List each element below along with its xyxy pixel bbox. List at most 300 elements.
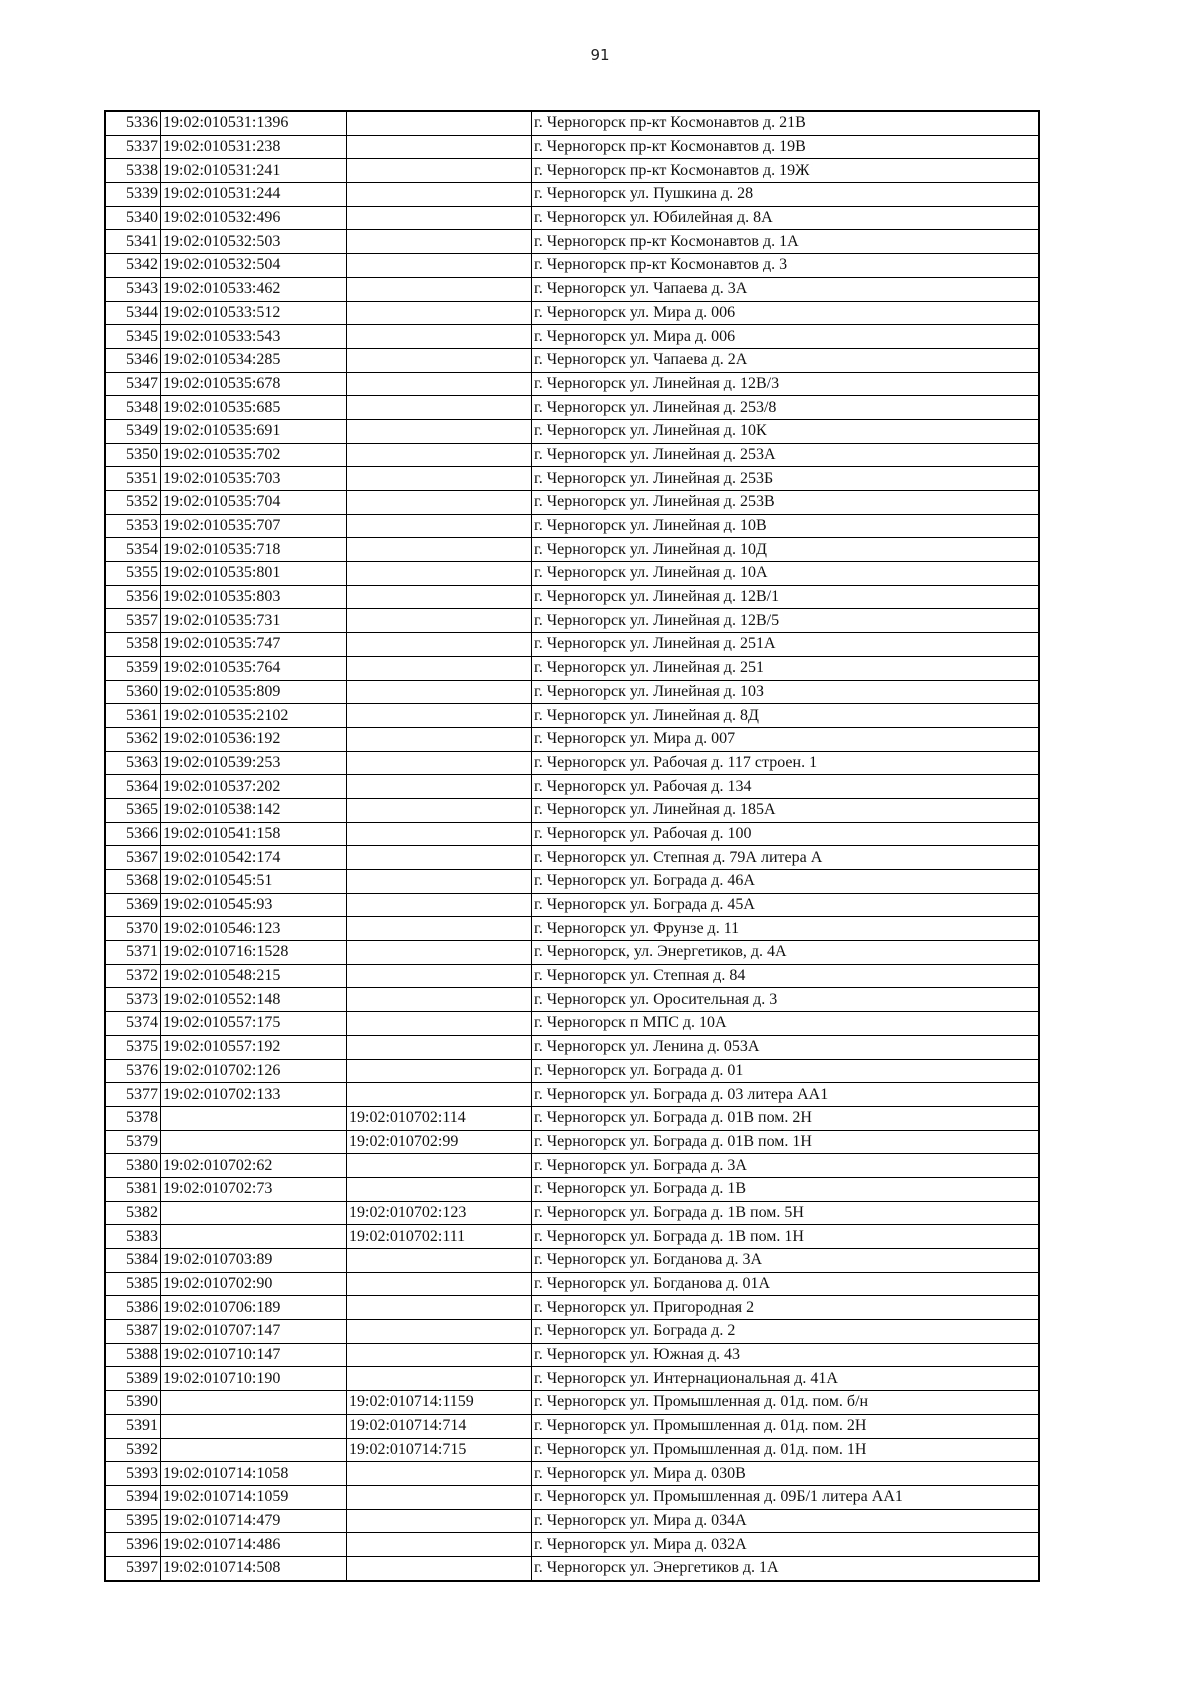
row-number-cell: 5377	[105, 1083, 161, 1107]
table-row	[105, 585, 1039, 609]
table-row	[105, 230, 1039, 254]
parent-cadastral-number-cell	[347, 538, 532, 562]
cadastral-number-cell: 19:02:010536:192	[161, 727, 347, 751]
row-number-cell: 5358	[105, 633, 161, 657]
parent-cadastral-number-cell	[347, 1059, 532, 1083]
parent-cadastral-number-cell	[347, 633, 532, 657]
parent-cadastral-number-cell	[347, 230, 532, 254]
cadastral-number-cell: 19:02:010545:93	[161, 893, 347, 917]
table-row	[105, 1414, 1039, 1438]
row-number-cell: 5376	[105, 1059, 161, 1083]
parent-cadastral-number-cell	[347, 301, 532, 325]
cadastral-number-cell: 19:02:010533:462	[161, 277, 347, 301]
cadastral-number-cell: 19:02:010538:142	[161, 798, 347, 822]
cadastral-number-cell: 19:02:010535:678	[161, 372, 347, 396]
parent-cadastral-number-cell	[347, 1320, 532, 1344]
cadastral-number-cell: 19:02:010714:479	[161, 1509, 347, 1533]
parent-cadastral-number-cell	[347, 656, 532, 680]
row-number-cell: 5391	[105, 1414, 161, 1438]
table-row	[105, 491, 1039, 515]
cadastral-number-cell	[161, 1130, 347, 1154]
parent-cadastral-number-cell	[347, 964, 532, 988]
parent-cadastral-number-cell	[347, 1083, 532, 1107]
parent-cadastral-number-cell	[347, 1367, 532, 1391]
cadastral-number-cell: 19:02:010702:73	[161, 1177, 347, 1201]
table-row	[105, 1272, 1039, 1296]
parent-cadastral-number-cell	[347, 798, 532, 822]
address-cell: г. Черногорск ул. Бограда д. 46А	[532, 870, 1040, 894]
row-number-cell: 5350	[105, 443, 161, 467]
address-cell: г. Черногорск ул. Линейная д. 10Д	[532, 538, 1040, 562]
page-number: 91	[590, 46, 610, 64]
table-row	[105, 277, 1039, 301]
cadastral-number-cell: 19:02:010714:1058	[161, 1462, 347, 1486]
table-row	[105, 822, 1039, 846]
address-cell: г. Черногорск ул. Мира д. 007	[532, 727, 1040, 751]
table-row	[105, 183, 1039, 207]
parent-cadastral-number-cell	[347, 609, 532, 633]
cadastral-number-cell	[161, 1391, 347, 1415]
table-row	[105, 870, 1039, 894]
address-cell: г. Черногорск ул. Промышленная д. 09Б/1 литера АА1	[532, 1485, 1040, 1509]
cadastral-number-cell: 19:02:010531:244	[161, 183, 347, 207]
cadastral-number-cell: 19:02:010539:253	[161, 751, 347, 775]
parent-cadastral-number-cell	[347, 1035, 532, 1059]
table-row	[105, 633, 1039, 657]
row-number-cell: 5338	[105, 159, 161, 183]
cadastral-number-cell: 19:02:010532:504	[161, 254, 347, 278]
table-row	[105, 893, 1039, 917]
row-number-cell: 5364	[105, 775, 161, 799]
address-cell: г. Черногорск пр-кт Космонавтов д. 3	[532, 254, 1040, 278]
parent-cadastral-number-cell	[347, 1462, 532, 1486]
table-row	[105, 1296, 1039, 1320]
table-row	[105, 964, 1039, 988]
table-row	[105, 704, 1039, 728]
table-row	[105, 206, 1039, 230]
table-row	[105, 680, 1039, 704]
parent-cadastral-number-cell	[347, 396, 532, 420]
parent-cadastral-number-cell	[347, 372, 532, 396]
row-number-cell: 5347	[105, 372, 161, 396]
cadastral-number-cell: 19:02:010532:496	[161, 206, 347, 230]
row-number-cell: 5396	[105, 1533, 161, 1557]
row-number-cell: 5349	[105, 419, 161, 443]
cadastral-number-cell: 19:02:010702:90	[161, 1272, 347, 1296]
cadastral-number-cell: 19:02:010535:703	[161, 467, 347, 491]
parent-cadastral-number-cell	[347, 988, 532, 1012]
parent-cadastral-number-cell	[347, 1249, 532, 1273]
table-row	[105, 1225, 1039, 1249]
address-cell: г. Черногорск ул. Степная д. 84	[532, 964, 1040, 988]
table-row	[105, 538, 1039, 562]
cadastral-number-cell	[161, 1106, 347, 1130]
table-row	[105, 656, 1039, 680]
parent-cadastral-number-cell	[347, 1485, 532, 1509]
row-number-cell: 5393	[105, 1462, 161, 1486]
parent-cadastral-number-cell	[347, 1177, 532, 1201]
row-number-cell: 5366	[105, 822, 161, 846]
table-row	[105, 1083, 1039, 1107]
row-number-cell: 5382	[105, 1201, 161, 1225]
address-cell: г. Черногорск ул. Рабочая д. 117 строен. 1	[532, 751, 1040, 775]
parent-cadastral-number-cell	[347, 893, 532, 917]
address-cell: г. Черногорск ул. Интернациональная д. 41А	[532, 1367, 1040, 1391]
address-cell: г. Черногорск ул. Чапаева д. 3А	[532, 277, 1040, 301]
address-cell: г. Черногорск пр-кт Космонавтов д. 21В	[532, 111, 1040, 135]
row-number-cell: 5345	[105, 325, 161, 349]
table-row	[105, 1012, 1039, 1036]
parent-cadastral-number-cell	[347, 846, 532, 870]
parent-cadastral-number-cell	[347, 467, 532, 491]
cadastral-number-cell	[161, 1414, 347, 1438]
table-row	[105, 941, 1039, 965]
row-number-cell: 5372	[105, 964, 161, 988]
cadastral-number-cell: 19:02:010546:123	[161, 917, 347, 941]
cadastral-number-cell: 19:02:010535:704	[161, 491, 347, 515]
parent-cadastral-number-cell	[347, 111, 532, 135]
table-row	[105, 1533, 1039, 1557]
address-cell: г. Черногорск ул. Линейная д. 12В/1	[532, 585, 1040, 609]
table-row	[105, 443, 1039, 467]
row-number-cell: 5352	[105, 491, 161, 515]
address-cell: г. Черногорск ул. Мира д. 030В	[532, 1462, 1040, 1486]
address-cell: г. Черногорск ул. Линейная д. 10З	[532, 680, 1040, 704]
parent-cadastral-number-cell	[347, 277, 532, 301]
table-row	[105, 1438, 1039, 1462]
parent-cadastral-number-cell	[347, 727, 532, 751]
table-row	[105, 325, 1039, 349]
address-cell: г. Черногорск ул. Линейная д. 253А	[532, 443, 1040, 467]
row-number-cell: 5389	[105, 1367, 161, 1391]
cadastral-number-cell: 19:02:010535:731	[161, 609, 347, 633]
row-number-cell: 5394	[105, 1485, 161, 1509]
address-cell: г. Черногорск пр-кт Космонавтов д. 19Ж	[532, 159, 1040, 183]
table-row	[105, 798, 1039, 822]
cadastral-number-cell: 19:02:010533:512	[161, 301, 347, 325]
address-cell: г. Черногорск ул. Линейная д. 10А	[532, 562, 1040, 586]
parent-cadastral-number-cell	[347, 1556, 532, 1580]
cadastral-number-cell: 19:02:010702:62	[161, 1154, 347, 1178]
cadastral-number-cell: 19:02:010531:241	[161, 159, 347, 183]
table-row	[105, 1556, 1039, 1580]
row-number-cell: 5348	[105, 396, 161, 420]
cadastral-number-cell: 19:02:010531:238	[161, 135, 347, 159]
table-row	[105, 1485, 1039, 1509]
parent-cadastral-number-cell	[347, 348, 532, 372]
address-cell: г. Черногорск ул. Фрунзе д. 11	[532, 917, 1040, 941]
address-cell: г. Черногорск ул. Южная д. 43	[532, 1343, 1040, 1367]
address-cell: г. Черногорск ул. Линейная д. 253/8	[532, 396, 1040, 420]
parent-cadastral-number-cell	[347, 562, 532, 586]
row-number-cell: 5387	[105, 1320, 161, 1344]
parent-cadastral-number-cell	[347, 325, 532, 349]
address-cell: г. Черногорск ул. Линейная д. 12В/3	[532, 372, 1040, 396]
row-number-cell: 5380	[105, 1154, 161, 1178]
address-cell: г. Черногорск ул. Оросительная д. 3	[532, 988, 1040, 1012]
row-number-cell: 5355	[105, 562, 161, 586]
address-cell: г. Черногорск ул. Рабочая д. 100	[532, 822, 1040, 846]
row-number-cell: 5367	[105, 846, 161, 870]
address-cell: г. Черногорск ул. Линейная д. 12В/5	[532, 609, 1040, 633]
parent-cadastral-number-cell	[347, 1533, 532, 1557]
table-row	[105, 1320, 1039, 1344]
table-row	[105, 111, 1039, 135]
table-row	[105, 254, 1039, 278]
table-row	[105, 1130, 1039, 1154]
row-number-cell: 5383	[105, 1225, 161, 1249]
table-row	[105, 562, 1039, 586]
parent-cadastral-number-cell	[347, 1012, 532, 1036]
parent-cadastral-number-cell: 19:02:010702:111	[347, 1225, 532, 1249]
table-row	[105, 609, 1039, 633]
cadastral-number-cell: 19:02:010535:691	[161, 419, 347, 443]
table-row	[105, 348, 1039, 372]
parent-cadastral-number-cell	[347, 1509, 532, 1533]
parent-cadastral-number-cell: 19:02:010702:99	[347, 1130, 532, 1154]
table-row	[105, 775, 1039, 799]
table-row	[105, 1367, 1039, 1391]
cadastral-number-cell: 19:02:010535:685	[161, 396, 347, 420]
parent-cadastral-number-cell	[347, 443, 532, 467]
cadastral-number-cell: 19:02:010535:707	[161, 514, 347, 538]
row-number-cell: 5339	[105, 183, 161, 207]
row-number-cell: 5336	[105, 111, 161, 135]
row-number-cell: 5370	[105, 917, 161, 941]
table-row	[105, 135, 1039, 159]
parent-cadastral-number-cell	[347, 183, 532, 207]
parent-cadastral-number-cell	[347, 419, 532, 443]
cadastral-number-cell: 19:02:010702:126	[161, 1059, 347, 1083]
address-cell: г. Черногорск ул. Мира д. 006	[532, 325, 1040, 349]
parent-cadastral-number-cell	[347, 585, 532, 609]
row-number-cell: 5369	[105, 893, 161, 917]
cadastral-number-cell: 19:02:010552:148	[161, 988, 347, 1012]
table-row	[105, 1106, 1039, 1130]
row-number-cell: 5392	[105, 1438, 161, 1462]
table-row	[105, 1177, 1039, 1201]
property-registry-table	[104, 110, 1040, 1582]
cadastral-number-cell: 19:02:010557:175	[161, 1012, 347, 1036]
address-cell: г. Черногорск п МПС д. 10А	[532, 1012, 1040, 1036]
address-cell: г. Черногорск ул. Бограда д. 03 литера АА1	[532, 1083, 1040, 1107]
cadastral-number-cell: 19:02:010702:133	[161, 1083, 347, 1107]
parent-cadastral-number-cell	[347, 1343, 532, 1367]
cadastral-number-cell: 19:02:010532:503	[161, 230, 347, 254]
address-cell: г. Черногорск ул. Ленина д. 053А	[532, 1035, 1040, 1059]
address-cell: г. Черногорск ул. Линейная д. 10В	[532, 514, 1040, 538]
address-cell: г. Черногорск ул. Бограда д. 1В пом. 5Н	[532, 1201, 1040, 1225]
table-row	[105, 1059, 1039, 1083]
address-cell: г. Черногорск ул. Юбилейная д. 8А	[532, 206, 1040, 230]
row-number-cell: 5354	[105, 538, 161, 562]
row-number-cell: 5362	[105, 727, 161, 751]
address-cell: г. Черногорск ул. Линейная д. 185А	[532, 798, 1040, 822]
address-cell: г. Черногорск ул. Бограда д. 01В пом. 1Н	[532, 1130, 1040, 1154]
table-row	[105, 396, 1039, 420]
parent-cadastral-number-cell	[347, 917, 532, 941]
address-cell: г. Черногорск ул. Чапаева д. 2А	[532, 348, 1040, 372]
parent-cadastral-number-cell: 19:02:010714:715	[347, 1438, 532, 1462]
address-cell: г. Черногорск ул. Мира д. 034А	[532, 1509, 1040, 1533]
cadastral-number-cell: 19:02:010710:147	[161, 1343, 347, 1367]
cadastral-number-cell: 19:02:010535:809	[161, 680, 347, 704]
parent-cadastral-number-cell	[347, 1272, 532, 1296]
row-number-cell: 5357	[105, 609, 161, 633]
row-number-cell: 5337	[105, 135, 161, 159]
table-row	[105, 1035, 1039, 1059]
row-number-cell: 5340	[105, 206, 161, 230]
parent-cadastral-number-cell	[347, 870, 532, 894]
address-cell: г. Черногорск ул. Бограда д. 2	[532, 1320, 1040, 1344]
parent-cadastral-number-cell	[347, 941, 532, 965]
cadastral-number-cell: 19:02:010535:718	[161, 538, 347, 562]
row-number-cell: 5343	[105, 277, 161, 301]
row-number-cell: 5365	[105, 798, 161, 822]
address-cell: г. Черногорск ул. Линейная д. 251	[532, 656, 1040, 680]
parent-cadastral-number-cell	[347, 704, 532, 728]
table-row	[105, 727, 1039, 751]
row-number-cell: 5385	[105, 1272, 161, 1296]
address-cell: г. Черногорск пр-кт Космонавтов д. 1А	[532, 230, 1040, 254]
row-number-cell: 5360	[105, 680, 161, 704]
cadastral-number-cell: 19:02:010537:202	[161, 775, 347, 799]
parent-cadastral-number-cell: 19:02:010702:114	[347, 1106, 532, 1130]
address-cell: г. Черногорск ул. Мира д. 032А	[532, 1533, 1040, 1557]
cadastral-number-cell: 19:02:010707:147	[161, 1320, 347, 1344]
cadastral-number-cell: 19:02:010714:508	[161, 1556, 347, 1580]
address-cell: г. Черногорск ул. Линейная д. 253Б	[532, 467, 1040, 491]
parent-cadastral-number-cell	[347, 514, 532, 538]
parent-cadastral-number-cell	[347, 135, 532, 159]
row-number-cell: 5342	[105, 254, 161, 278]
cadastral-number-cell: 19:02:010714:1059	[161, 1485, 347, 1509]
table-row	[105, 159, 1039, 183]
row-number-cell: 5374	[105, 1012, 161, 1036]
table-row	[105, 751, 1039, 775]
cadastral-number-cell: 19:02:010703:89	[161, 1249, 347, 1273]
table-row	[105, 514, 1039, 538]
cadastral-number-cell	[161, 1201, 347, 1225]
address-cell: г. Черногорск ул. Линейная д. 253В	[532, 491, 1040, 515]
row-number-cell: 5356	[105, 585, 161, 609]
address-cell: г. Черногорск ул. Линейная д. 10К	[532, 419, 1040, 443]
cadastral-number-cell: 19:02:010535:764	[161, 656, 347, 680]
cadastral-number-cell: 19:02:010706:189	[161, 1296, 347, 1320]
address-cell: г. Черногорск ул. Промышленная д. 01д. пом. 1Н	[532, 1438, 1040, 1462]
table-row	[105, 1249, 1039, 1273]
row-number-cell: 5359	[105, 656, 161, 680]
address-cell: г. Черногорск ул. Энергетиков д. 1А	[532, 1556, 1040, 1580]
address-cell: г. Черногорск ул. Пригородная 2	[532, 1296, 1040, 1320]
table-row	[105, 917, 1039, 941]
parent-cadastral-number-cell	[347, 1296, 532, 1320]
address-cell: г. Черногорск ул. Линейная д. 8Д	[532, 704, 1040, 728]
row-number-cell: 5351	[105, 467, 161, 491]
cadastral-number-cell: 19:02:010535:801	[161, 562, 347, 586]
address-cell: г. Черногорск ул. Бограда д. 3А	[532, 1154, 1040, 1178]
cadastral-number-cell: 19:02:010535:803	[161, 585, 347, 609]
address-cell: г. Черногорск ул. Богданова д. 01А	[532, 1272, 1040, 1296]
row-number-cell: 5395	[105, 1509, 161, 1533]
address-cell: г. Черногорск ул. Линейная д. 251А	[532, 633, 1040, 657]
table-row	[105, 467, 1039, 491]
parent-cadastral-number-cell: 19:02:010714:1159	[347, 1391, 532, 1415]
cadastral-number-cell: 19:02:010531:1396	[161, 111, 347, 135]
parent-cadastral-number-cell	[347, 254, 532, 278]
row-number-cell: 5353	[105, 514, 161, 538]
address-cell: г. Черногорск пр-кт Космонавтов д. 19В	[532, 135, 1040, 159]
address-cell: г. Черногорск ул. Бограда д. 01В пом. 2Н	[532, 1106, 1040, 1130]
cadastral-number-cell: 19:02:010710:190	[161, 1367, 347, 1391]
row-number-cell: 5384	[105, 1249, 161, 1273]
row-number-cell: 5368	[105, 870, 161, 894]
cadastral-number-cell: 19:02:010557:192	[161, 1035, 347, 1059]
cadastral-number-cell: 19:02:010542:174	[161, 846, 347, 870]
table-row	[105, 1391, 1039, 1415]
address-cell: г. Черногорск ул. Рабочая д. 134	[532, 775, 1040, 799]
parent-cadastral-number-cell	[347, 751, 532, 775]
row-number-cell: 5388	[105, 1343, 161, 1367]
parent-cadastral-number-cell	[347, 680, 532, 704]
row-number-cell: 5386	[105, 1296, 161, 1320]
cadastral-number-cell	[161, 1225, 347, 1249]
row-number-cell: 5371	[105, 941, 161, 965]
cadastral-number-cell: 19:02:010533:543	[161, 325, 347, 349]
table-row	[105, 846, 1039, 870]
parent-cadastral-number-cell	[347, 822, 532, 846]
address-cell: г. Черногорск ул. Степная д. 79А литера А	[532, 846, 1040, 870]
cadastral-number-cell: 19:02:010548:215	[161, 964, 347, 988]
table-row	[105, 301, 1039, 325]
row-number-cell: 5390	[105, 1391, 161, 1415]
table-row	[105, 1509, 1039, 1533]
cadastral-number-cell: 19:02:010535:2102	[161, 704, 347, 728]
address-cell: г. Черногорск ул. Бограда д. 01	[532, 1059, 1040, 1083]
address-cell: г. Черногорск ул. Бограда д. 1В пом. 1Н	[532, 1225, 1040, 1249]
table-row	[105, 1154, 1039, 1178]
address-cell: г. Черногорск ул. Пушкина д. 28	[532, 183, 1040, 207]
parent-cadastral-number-cell: 19:02:010702:123	[347, 1201, 532, 1225]
row-number-cell: 5397	[105, 1556, 161, 1580]
parent-cadastral-number-cell	[347, 775, 532, 799]
table-row	[105, 988, 1039, 1012]
address-cell: г. Черногорск ул. Промышленная д. 01д. пом. б/н	[532, 1391, 1040, 1415]
row-number-cell: 5341	[105, 230, 161, 254]
parent-cadastral-number-cell: 19:02:010714:714	[347, 1414, 532, 1438]
row-number-cell: 5346	[105, 348, 161, 372]
cadastral-number-cell	[161, 1438, 347, 1462]
parent-cadastral-number-cell	[347, 159, 532, 183]
row-number-cell: 5363	[105, 751, 161, 775]
parent-cadastral-number-cell	[347, 491, 532, 515]
address-cell: г. Черногорск ул. Бограда д. 45А	[532, 893, 1040, 917]
cadastral-number-cell: 19:02:010541:158	[161, 822, 347, 846]
table-row	[105, 419, 1039, 443]
cadastral-number-cell: 19:02:010716:1528	[161, 941, 347, 965]
cadastral-number-cell: 19:02:010534:285	[161, 348, 347, 372]
cadastral-number-cell: 19:02:010714:486	[161, 1533, 347, 1557]
address-cell: г. Черногорск, ул. Энергетиков, д. 4А	[532, 941, 1040, 965]
row-number-cell: 5361	[105, 704, 161, 728]
row-number-cell: 5375	[105, 1035, 161, 1059]
address-cell: г. Черногорск ул. Мира д. 006	[532, 301, 1040, 325]
parent-cadastral-number-cell	[347, 206, 532, 230]
row-number-cell: 5373	[105, 988, 161, 1012]
table-row	[105, 1343, 1039, 1367]
parent-cadastral-number-cell	[347, 1154, 532, 1178]
cadastral-number-cell: 19:02:010535:747	[161, 633, 347, 657]
